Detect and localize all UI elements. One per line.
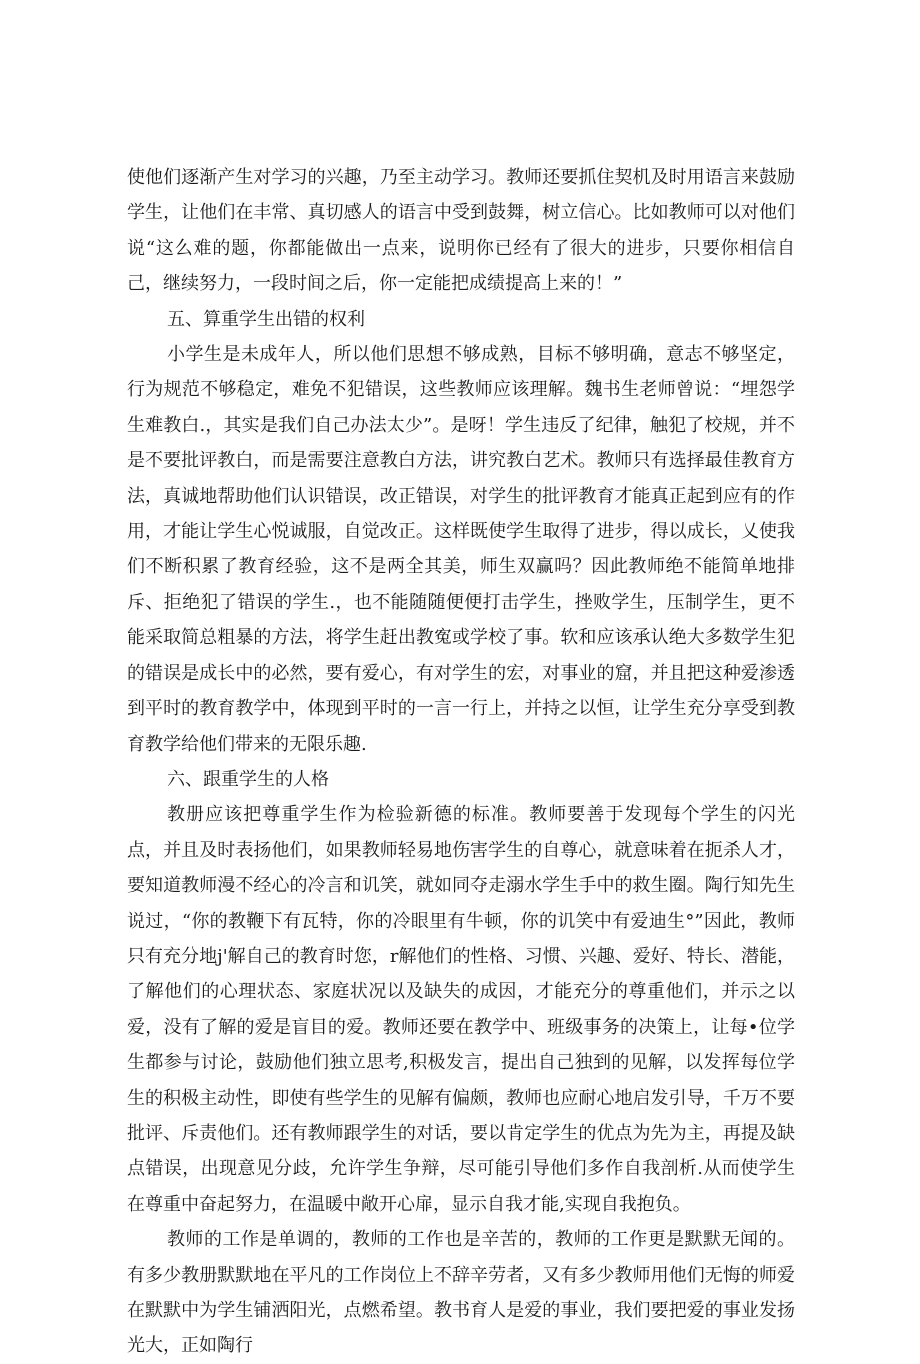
paragraph-encouragement: 使他们逐渐产生对学习的兴趣，乃至主动学习。教师还要抓住契机及时用语言来鼓励学生，让他们在丰常、真切感人的语言中受到鼓舞，树立信心。比如教师可以对他们说“这么难的题，你都能做出一点来，说明你已经有了很大的进步，只要你相信自己，继续努力，一段时间之后，你一定能把成绩提高上来的！” [127, 167, 795, 295]
section-heading-6: 六、跟重学生的人格 [167, 768, 329, 790]
section-heading-5: 五、算重学生出错的权利 [167, 308, 365, 330]
paragraph-respect: 教册应该把尊重学生作为检验新德的标准。教师要善于发现每个学生的闪光点，并且及时表扬他们，如果教师轻易地伤害学生的自尊心，就意味着在扼杀人才，要知道教师漫不经心的冷言和讥笑，就如同夺走溺水学生手中的救生圈。陶行知先生说过，“你的教鞭下有瓦特，你的冷眼里有牛顿，你的讥笑中有爱迪生°”因此，教师只有充分地j'解自己的教育时您，r解他们的性格、习惯、兴趣、爱好、特长、潜能，了解他们的心理状态、家庭状况以及缺失的成因，才能充分的尊重他们，并示之以爱，没有了解的爱是盲目的爱。教师还要在教学中、班级事务的决策上，让每•位学生都参与讨论，鼓励他们独立思考,积极发言，提出自己独到的见解，以发挥每位学生的积极主动性，即使有些学生的见解有偏颇，教师也应耐心地启发引导，千万不要批评、斥责他们。还有教师跟学生的对话，要以肯定学生的优点为先为主，再提及缺点错误，出现意见分歧，允许学生争辩，尽可能引导他们多作自我剖析.从而使学生在尊重中奋起努力，在温暖中敞开心扉，显示自我才能,实现自我抱负。 [127, 804, 795, 1215]
paragraph-mistakes: 小学生是未成年人，所以他们思想不够成熟，目标不够明确，意志不够坚定，行为规范不够稳定，难免不犯错误，这些教师应该理解。魏书生老师曾说：“埋怨学生难教白.，其实是我们自己办法太少”。是呀！学生违反了纪律，触犯了校规，并不是不要批评教白，而是需要注意教白方法，讲究教白艺术。教师只有选择最佳教育方法，真诚地帮助他们认识错误，改正错误，对学生的批评教育才能真正起到应有的作用，才能让学生心悦诚服，自觉改正。这样既使学生取得了进步，得以成长，乂使我们不断积累了教育经验，这不是两全其美，师生双赢吗？因此教师绝不能简单地排斥、拒绝犯了错误的学生.，也不能随随便便打击学生，挫败学生，压制学生，更不能采取简总粗暴的方法，将学生赶出教寃或学校了事。软和应该承认绝大多数学生犯的错误是成长中的必然，要有爱心，有对学生的宏，对事业的窟，并且把这种爱渗透到平时的教育教学中，体现到平时的一言一行上，并持之以恒，让学生充分享受到教育教学给他们带来的无限乐趣. [127, 344, 795, 755]
paragraph-conclusion: 教师的工作是单调的，教师的工作也是辛苦的，教师的工作更是默默无闻的。有多少教册默默地在平凡的工作岗位上不辞辛劳者，又有多少教师用他们无悔的师爱在默默中为学生铺洒阳光，点燃希望。教书育人是爱的事业，我们要把爱的事业发扬光大，正如陶行 [127, 1229, 795, 1357]
document-body [127, 160, 795, 1364]
